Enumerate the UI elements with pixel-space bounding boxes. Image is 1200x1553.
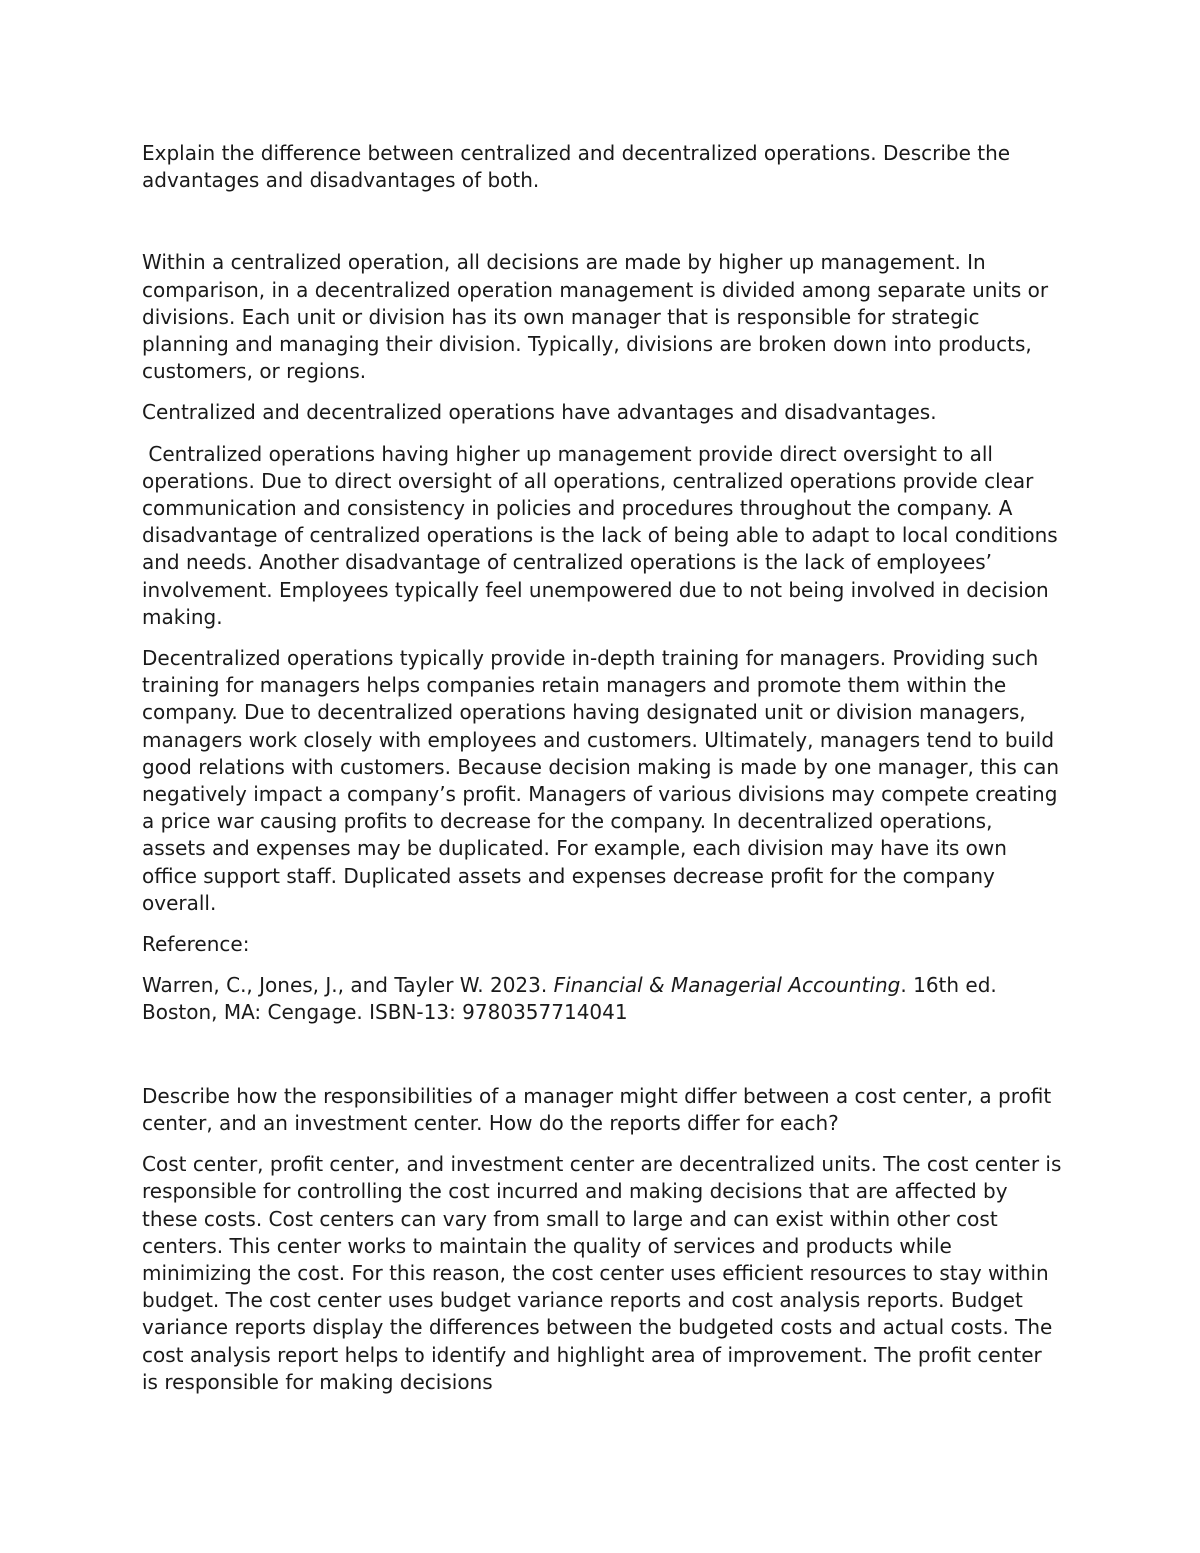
document-body: [142, 140, 1065, 1410]
answer-1-paragraph-4: Decentralized operations typically provide in-depth training for managers. Providing such training for managers helps companies retain managers and promote them within the company. Due to decentralized operations having designated unit or division managers, managers work closely with employees and customers. Ultimately, managers tend to build good relations with customers. Because decision making is made by one manager, this can negatively impact a company’s profit. Managers of various divisions may compete creating a price war causing profits to decrease for the company. In decentralized operations, assets and expenses may be duplicated. For example, each division may have its own office support staff. Duplicated assets and expenses decrease profit for the company overall.: [142, 646, 1060, 915]
reference-label: Reference:: [142, 932, 250, 957]
reference-citation: [142, 972, 1062, 1026]
question-1: Explain the difference between centralized and decentralized operations. Describe the advantages and disadvantages of both.: [142, 141, 1011, 193]
reference-authors: Warren, C., Jones, J., and Tayler W. 2023.: [142, 973, 554, 998]
answer-1-paragraph-3: Centralized operations having higher up management provide direct oversight to all operations. Due to direct oversight of all operations, centralized operations provide clear communication and consistency in policies and procedures throughout the company. A disadvantage of centralized operations is the lack of being able to adapt to local conditions and needs. Another disadvantage of centralized operations is the lack of employees’ involvement. Employees typically feel unempowered due to not being involved in decision making.: [142, 441, 1065, 629]
answer-1-paragraph-1: Within a centralized operation, all decisions are made by higher up management. In comparison, in a decentralized operation management is divided among separate units or divisions. Each unit or division has its own manager that is responsible for strategic planning and managing their division. Typically, divisions are broken down into products, customers, or regions.: [142, 250, 1049, 384]
question-2: Describe how the responsibilities of a manager might differ between a cost center, a profit center, and an investment center. How do the reports differ for each?: [142, 1083, 1052, 1135]
answer-1-paragraph-2: Centralized and decentralized operations have advantages and disadvantages.: [142, 400, 937, 425]
answer-2-paragraph-1: Cost center, profit center, and investment center are decentralized units. The cost center is responsible for controlling the cost incurred and making decisions that are affected by these costs. Cost centers can vary from small to large and can exist within other cost centers. This center works to maintain the quality of services and products while minimizing the cost. For this reason, the cost center uses efficient resources to stay within budget. The cost center uses budget variance reports and cost analysis reports. Budget variance reports display the differences between the budgeted costs and actual costs. The cost analysis report helps to identify and highlight area of improvement. The profit center is responsible for making decisions: [142, 1152, 1062, 1394]
reference-details: . 16th ed. Boston, MA: Cengage. ISBN-13: 9780357714041: [142, 973, 997, 1025]
reference-title: Financial & Managerial Accounting: [553, 973, 901, 998]
